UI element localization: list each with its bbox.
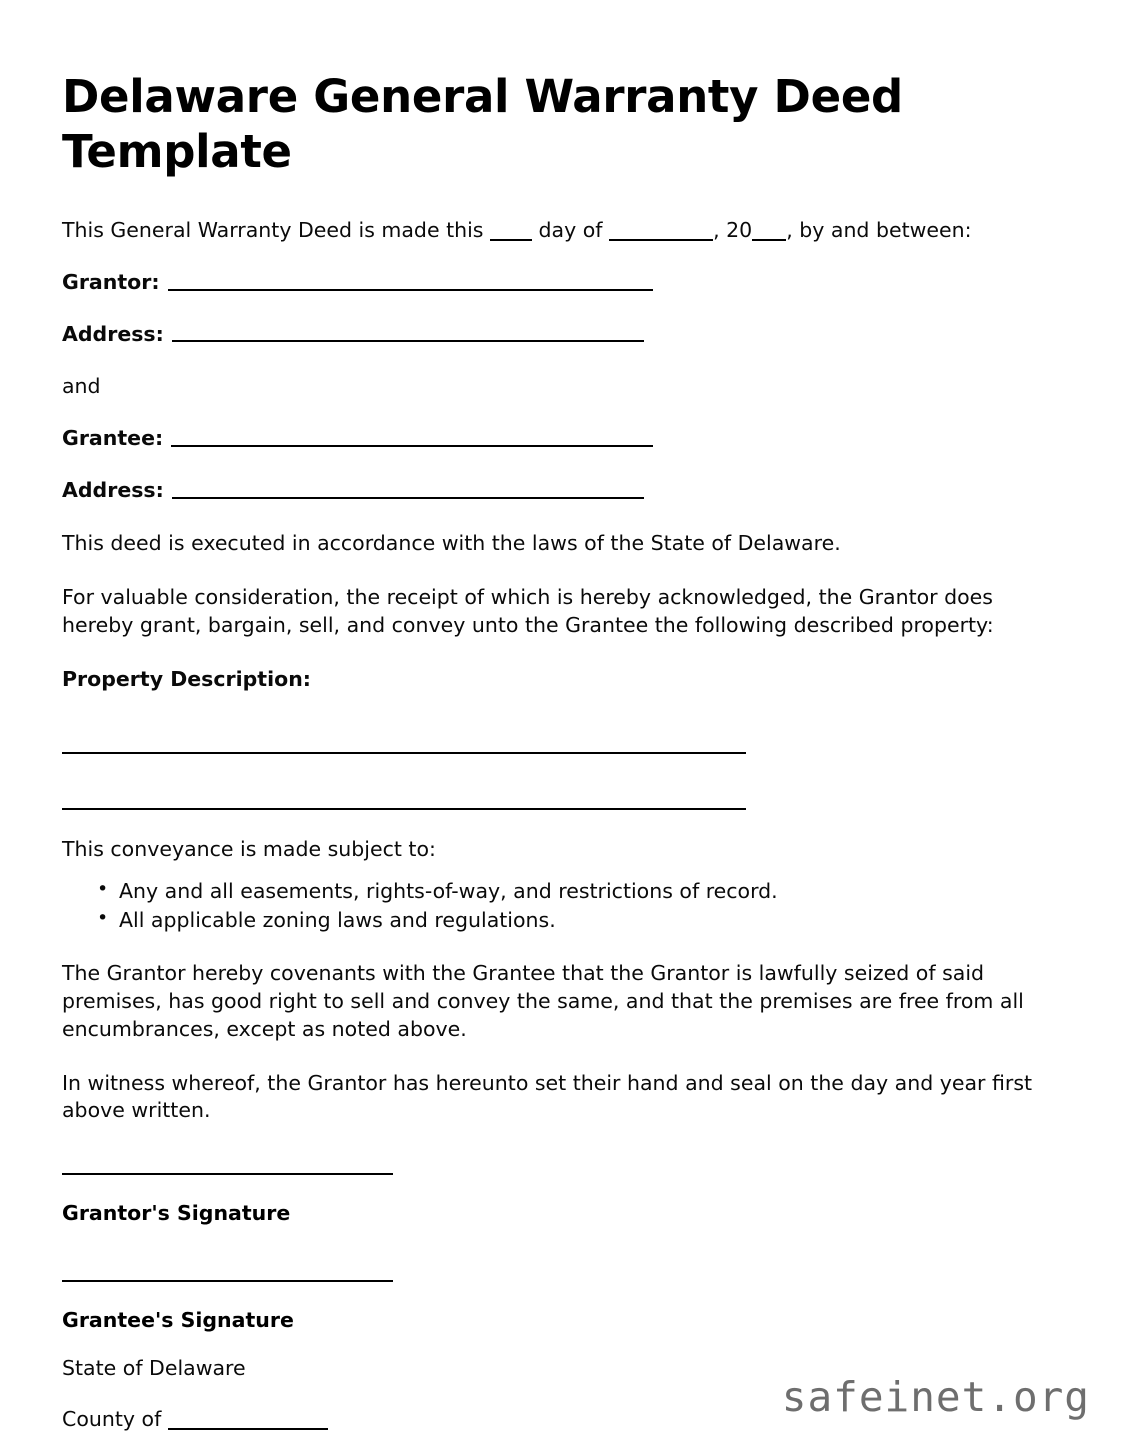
year-blank[interactable] <box>752 239 786 241</box>
list-item: • Any and all easements, rights-of-way, and restrictions of record. <box>119 877 1062 905</box>
grantor-signature-caption: Grantor's Signature <box>62 1201 291 1226</box>
intro-sentence <box>62 217 1062 245</box>
page-title: Delaware General Warranty Deed Template <box>62 70 903 178</box>
witness-paragraph: In witness whereof, the Grantor has hereunto set their hand and seal on the day and year first above written. <box>62 1070 1033 1123</box>
grantor-name-blank[interactable] <box>168 289 653 291</box>
intro-text-after-day: day of <box>538 217 603 242</box>
grantor-field-row <box>62 269 1062 297</box>
grantee-name-blank[interactable] <box>171 445 653 447</box>
day-blank[interactable] <box>490 239 532 241</box>
county-blank[interactable] <box>168 1428 328 1430</box>
grantor-address-field-row <box>62 321 1062 349</box>
grantor-address-label: Address: <box>62 321 164 346</box>
grantee-label: Grantee: <box>62 426 164 451</box>
month-blank[interactable] <box>609 239 713 241</box>
site-watermark: safeinet.org <box>781 1373 1090 1421</box>
grantee-address-field-row <box>62 477 1062 505</box>
consideration-paragraph: For valuable consideration, the receipt of which is hereby acknowledged, the Grantor does hereby grant, bargain, sell, and convey unto the Grantee the following described property: <box>62 584 994 637</box>
conveyance-intro: This conveyance is made subject to: <box>62 836 436 861</box>
property-description-line-2[interactable] <box>62 808 746 810</box>
intro-text-before-day: This General Warranty Deed is made this <box>62 217 484 242</box>
grantee-signature-caption: Grantee's Signature <box>62 1308 294 1333</box>
conjunction-and: and <box>62 374 101 399</box>
grantor-address-blank[interactable] <box>172 340 644 342</box>
property-description-label: Property Description: <box>62 666 311 691</box>
property-description-line-1[interactable] <box>62 752 746 754</box>
list-item: • All applicable zoning laws and regulations. <box>119 906 1062 934</box>
grantor-label: Grantor: <box>62 269 160 294</box>
grantee-address-blank[interactable] <box>172 497 644 499</box>
intro-text-after-month: , 20 <box>713 217 753 242</box>
grantee-address-label: Address: <box>62 478 164 503</box>
county-label: County of <box>62 1407 162 1432</box>
law-statement: This deed is executed in accordance with the laws of the State of Delaware. <box>62 531 841 556</box>
intro-text-after-year: , by and between: <box>786 217 972 242</box>
grantee-field-row <box>62 425 1062 453</box>
conveyance-subject-list <box>62 877 1062 934</box>
state-line: State of Delaware <box>62 1356 246 1381</box>
covenants-paragraph: The Grantor hereby covenants with the Grantee that the Grantor is lawfully seized of said premises, has good right to sell and convey the same, and that the premises are free from all encumbrances, except as noted above. <box>62 960 1024 1041</box>
